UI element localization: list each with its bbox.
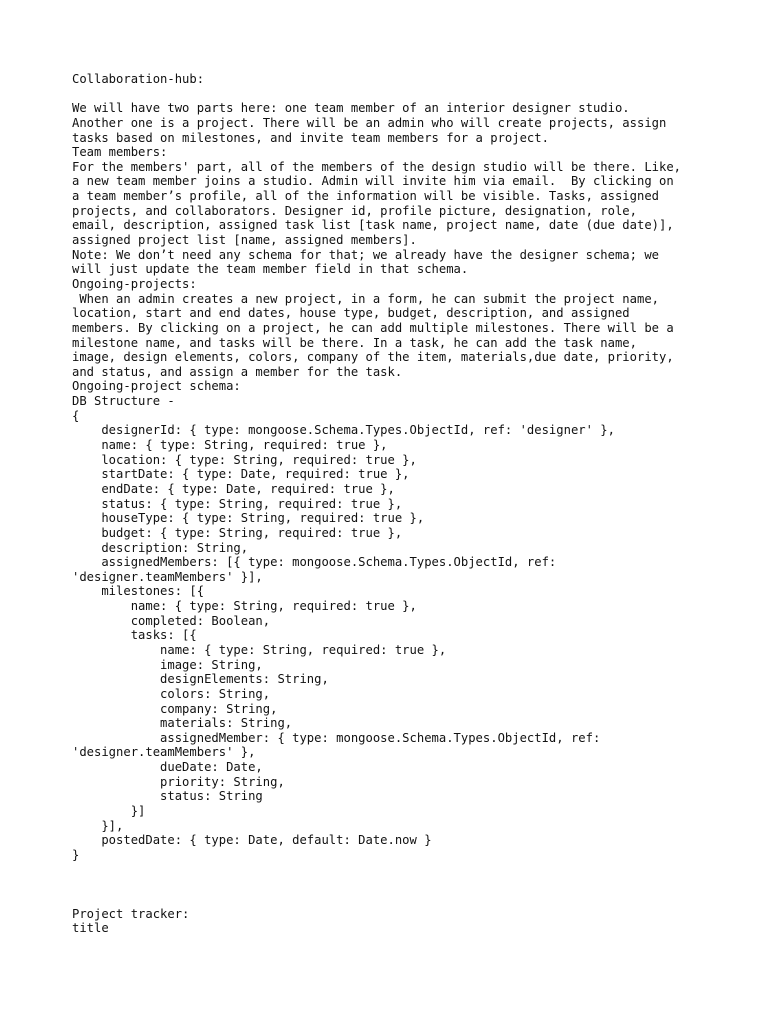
text-line: 'designer.teamMembers' },	[72, 745, 256, 760]
text-line: houseType: { type: String, required: true },	[72, 511, 425, 526]
text-line: a team member’s profile, all of the information will be visible. Tasks, assigned	[72, 189, 659, 204]
text-line: Ongoing-project schema:	[72, 379, 241, 394]
text-line: milestones: [{	[72, 584, 205, 599]
text-line: milestone name, and tasks will be there. In a task, he can add the task name,	[72, 335, 637, 350]
text-line: status: String	[72, 789, 263, 804]
text-line: name: { type: String, required: true },	[72, 642, 447, 657]
text-line: email, description, assigned task list [task name, project name, date (due date)],	[72, 218, 674, 233]
text-line: postedDate: { type: Date, default: Date.now }	[72, 833, 432, 848]
text-line: materials: String,	[72, 716, 293, 731]
text-line: title	[72, 921, 109, 936]
document-text	[72, 72, 712, 936]
text-line: Note: We don’t need any schema for that; we already have the designer schema; we	[72, 247, 659, 262]
text-line: designElements: String,	[72, 672, 329, 687]
text-line: }]	[72, 804, 146, 819]
text-line: budget: { type: String, required: true },	[72, 525, 403, 540]
text-line: assigned project list [name, assigned members].	[72, 233, 417, 248]
text-line: }],	[72, 818, 124, 833]
text-line: designerId: { type: mongoose.Schema.Types.ObjectId, ref: 'designer' },	[72, 423, 615, 438]
text-line: assignedMember: { type: mongoose.Schema.Types.ObjectId, ref:	[72, 730, 601, 745]
text-line: status: { type: String, required: true },	[72, 496, 403, 511]
blank-line	[72, 877, 712, 892]
text-line: dueDate: Date,	[72, 760, 263, 775]
text-line: and status, and assign a member for the task.	[72, 364, 403, 379]
blank-line	[72, 863, 712, 878]
text-line: 'designer.teamMembers' }],	[72, 569, 263, 584]
blank-line	[72, 87, 712, 102]
text-line: image: String,	[72, 657, 263, 672]
text-line: Collaboration-hub:	[72, 72, 205, 86]
text-line: a new team member joins a studio. Admin will invite him via email. By clicking on	[72, 174, 674, 189]
text-line: For the members' part, all of the members of the design studio will be there. Like,	[72, 159, 682, 174]
text-line: members. By clicking on a project, he can add multiple milestones. There will be a	[72, 320, 674, 335]
text-line: description: String,	[72, 540, 249, 555]
text-line: name: { type: String, required: true },	[72, 438, 388, 453]
text-line: DB Structure -	[72, 394, 175, 409]
blank-line	[72, 892, 712, 907]
text-line: completed: Boolean,	[72, 613, 271, 628]
text-line: Another one is a project. There will be an admin who will create projects, assign	[72, 115, 667, 130]
text-line: Ongoing-projects:	[72, 276, 197, 291]
text-line: company: String,	[72, 701, 278, 716]
text-line: Project tracker:	[72, 906, 190, 921]
text-line: tasks based on milestones, and invite team members for a project.	[72, 130, 549, 145]
text-line: {	[72, 408, 80, 423]
text-line: startDate: { type: Date, required: true },	[72, 467, 410, 482]
text-line: image, design elements, colors, company of the item, materials,due date, priority,	[72, 350, 674, 365]
text-line: endDate: { type: Date, required: true },	[72, 481, 395, 496]
text-line: tasks: [{	[72, 628, 197, 643]
text-line: name: { type: String, required: true },	[72, 599, 417, 614]
text-line: We will have two parts here: one team member of an interior designer studio.	[72, 101, 630, 116]
text-line: projects, and collaborators. Designer id, profile picture, designation, role,	[72, 203, 637, 218]
text-line: }	[72, 847, 80, 862]
text-line: location: { type: String, required: true },	[72, 452, 417, 467]
text-line: colors: String,	[72, 686, 271, 701]
text-line: will just update the team member field in that schema.	[72, 262, 469, 277]
text-line: assignedMembers: [{ type: mongoose.Schema.Types.ObjectId, ref:	[72, 555, 557, 570]
text-line: When an admin creates a new project, in a form, he can submit the project name,	[72, 291, 659, 306]
text-line: Team members:	[72, 145, 168, 160]
text-line: location, start and end dates, house type, budget, description, and assigned	[72, 306, 630, 321]
text-line: priority: String,	[72, 774, 285, 789]
